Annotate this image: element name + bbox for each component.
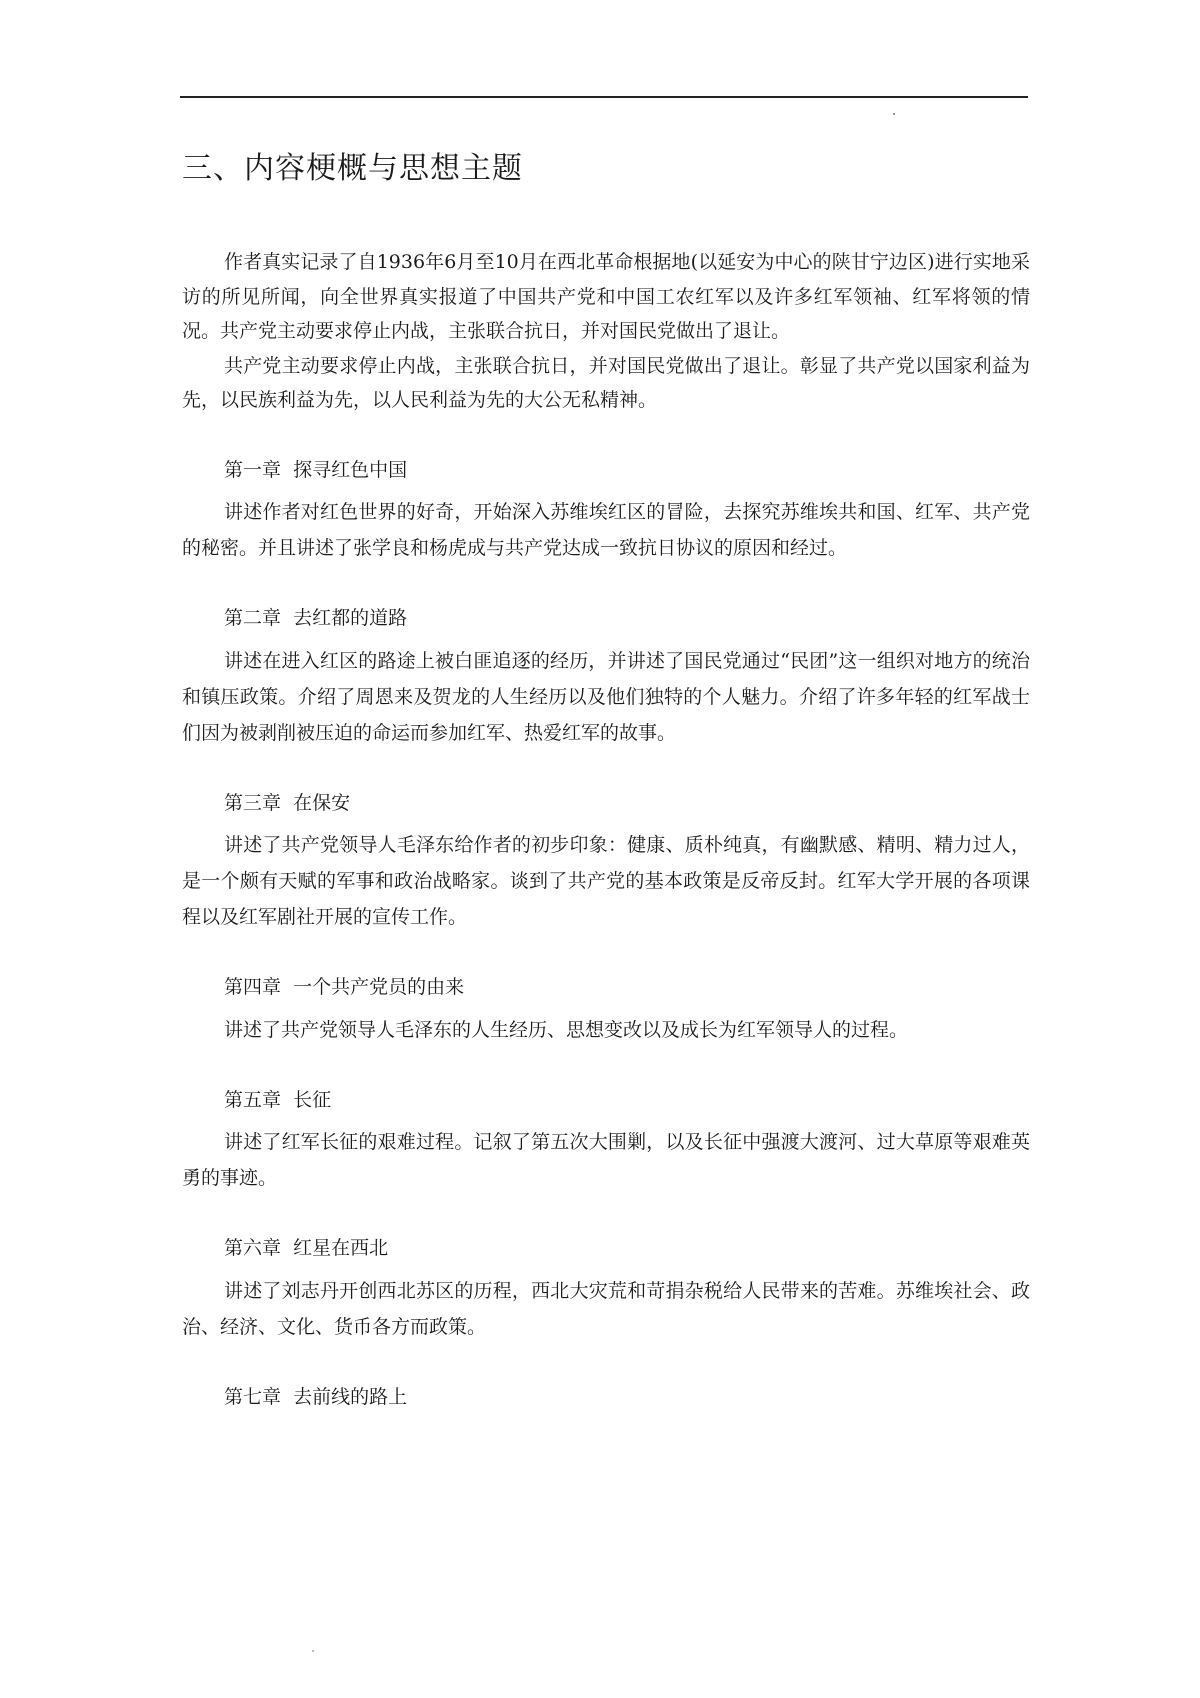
header-rule [180, 96, 1028, 98]
chapter-title: 第五章 长征 [224, 1088, 332, 1111]
header-dot-mark [893, 113, 895, 115]
chapter-title: 第四章 一个共产党员的由来 [224, 976, 465, 998]
chapter-summary: 讲述了刘志丹开创西北苏区的历程，西北大灾荒和苛捐杂税给人民带来的苦难。苏维埃社会、政治、经济、文化、货币各方而政策。 [182, 1279, 1030, 1338]
chapter-title: 第二章 去红都的道路 [224, 607, 408, 629]
page-content [182, 145, 1030, 1421]
chapter-summary: 讲述了共产党领导人毛泽东给作者的初步印象：健康、质朴纯真，有幽默感、精明、精力过人，是一个颇有天赋的军事和政治战略家。谈到了共产党的基本政策是反帝反封。红军大学开展的各项课程以及红军剧社开展的宣传工作。 [182, 834, 1030, 928]
chapter-block [182, 453, 1030, 567]
section-heading: 三、内容梗概与思想主题 [182, 151, 523, 186]
intro-paragraph: 作者真实记录了自1936年6月至10月在西北革命根据地(以延安为中心的陕甘宁边区)进行实地采访的所见所闻，向全世界真实报道了中国共产党和中国工农红军以及许多红军领袖、红军将领的情况。共产党主动要求停止内战，主张联合抗日，并对国民党做出了退让。 [182, 251, 1030, 342]
chapter-block [182, 1083, 1030, 1197]
chapter-summary: 讲述作者对红色世界的好奇，开始深入苏维埃红区的冒险，去探究苏维埃共和国、红军、共产党的秘密。并且讲述了张学良和杨虎成与共产党达成一致抗日协议的原因和经过。 [182, 501, 1030, 559]
chapter-block [182, 1380, 1030, 1415]
footer-dot-mark [312, 1650, 314, 1652]
chapter-title: 第三章 在保安 [224, 791, 351, 814]
chapter-summary: 讲述了共产党领导人毛泽东的人生经历、思想变改以及成长为红军领导人的过程。 [224, 1018, 909, 1041]
chapter-title: 第一章 探寻红色中国 [224, 458, 408, 481]
chapter-block [182, 601, 1030, 751]
intro-paragraph: 共产党主动要求停止内战，主张联合抗日，并对国民党做出了退让。彰显了共产党以国家利益为先，以民族利益为先，以人民利益为先的大公无私精神。 [182, 354, 1030, 411]
chapter-block [182, 786, 1030, 936]
chapter-title: 第七章 去前线的路上 [224, 1385, 408, 1408]
chapter-block [182, 1231, 1030, 1345]
chapter-block [182, 970, 1030, 1048]
intro-block [182, 245, 1030, 418]
chapter-summary: 讲述了红军长征的艰难过程。记叙了第五次大围剿，以及长征中强渡大渡河、过大草原等艰难英勇的事迹。 [182, 1131, 1030, 1189]
chapter-summary: 讲述在进入红区的路途上被白匪追逐的经历，并讲述了国民党通过“民团”这一组织对地方的统治和镇压政策。介绍了周恩来及贺龙的人生经历以及他们独特的个人魅力。介绍了许多年轻的红军战士们因为被剥削被压迫的命运而参加红军、热爱红军的故事。 [182, 649, 1030, 744]
chapter-title: 第六章 红星在西北 [224, 1237, 389, 1259]
